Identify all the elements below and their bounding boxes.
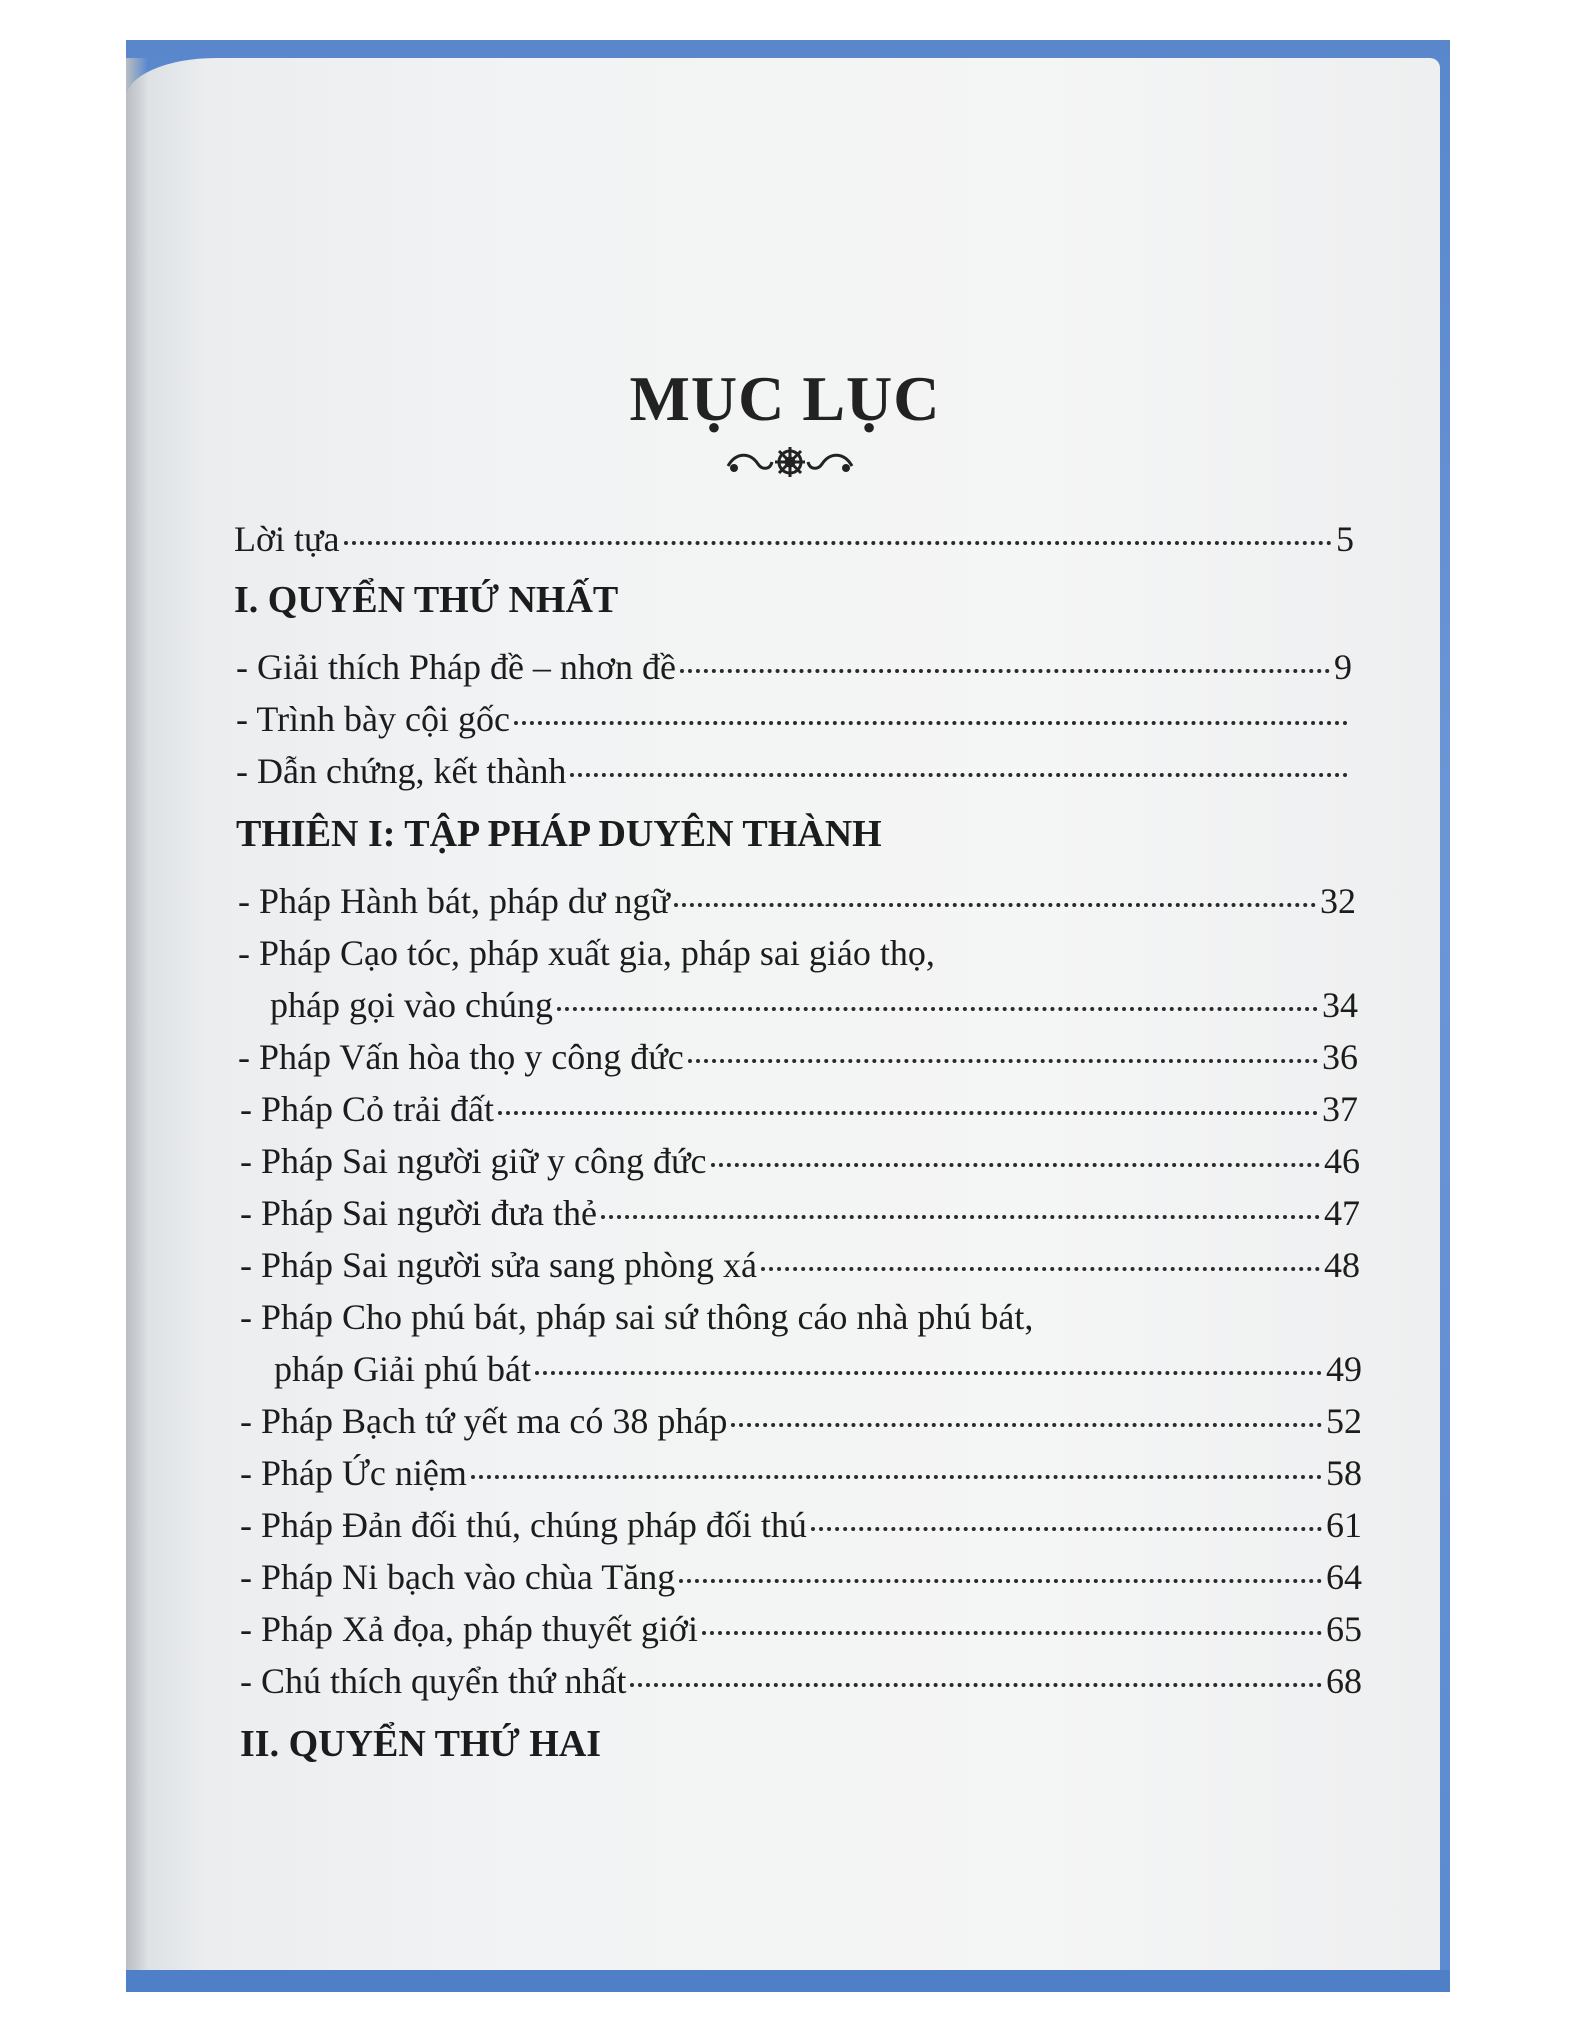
- toc-entry[interactable]: [274, 1348, 1362, 1390]
- dot-leader: [601, 1211, 1320, 1219]
- toc-entry[interactable]: [238, 880, 1356, 922]
- toc-entry[interactable]: [240, 1504, 1362, 1546]
- toc-page-number: 5: [1336, 519, 1354, 559]
- toc-entry-label: - Pháp Hành bát, pháp dư ngữ: [238, 881, 670, 921]
- toc-entry-label: - Pháp Cỏ trải đất: [240, 1089, 494, 1129]
- toc-page-number: 61: [1326, 1505, 1362, 1545]
- toc-entry-label: - Chú thích quyển thứ nhất: [240, 1661, 627, 1701]
- toc-page-number: 47: [1324, 1193, 1360, 1233]
- toc-entry[interactable]: [270, 984, 1358, 1026]
- toc-entry[interactable]: [240, 1244, 1360, 1286]
- toc-page-number: 49: [1326, 1349, 1362, 1389]
- dot-leader: [674, 899, 1316, 907]
- toc-entry[interactable]: [240, 1400, 1362, 1442]
- dot-leader: [344, 537, 1332, 545]
- toc-entry-label: - Pháp Sai người sửa sang phòng xá: [240, 1245, 758, 1285]
- toc-entry-label: Lời tựa: [234, 519, 340, 559]
- dot-leader: [680, 665, 1330, 673]
- toc-entry-label: - Trình bày cội gốc: [236, 699, 510, 739]
- toc-entry[interactable]: [240, 1556, 1362, 1598]
- dot-leader: [688, 1055, 1318, 1063]
- toc-page-number: 34: [1322, 985, 1358, 1025]
- section-heading-volume-1: I. QUYỂN THỨ NHẤT: [234, 579, 619, 621]
- dot-leader: [702, 1627, 1322, 1635]
- dot-leader: [557, 1003, 1318, 1011]
- toc-entry-first-line: - Pháp Cạo tóc, pháp xuất gia, pháp sai giáo thọ,: [238, 933, 935, 973]
- dot-leader: [679, 1575, 1322, 1583]
- page-title: MỤC LỤC: [629, 363, 941, 434]
- dot-leader: [630, 1679, 1322, 1687]
- toc-page-number: 64: [1326, 1557, 1362, 1597]
- toc-entry-label: - Pháp Xả đọa, pháp thuyết giới: [240, 1609, 698, 1649]
- toc-entry-label: - Pháp Ức niệm: [240, 1453, 467, 1493]
- toc-entry-label: - Pháp Đản đối thú, chúng pháp đối thú: [240, 1505, 807, 1545]
- toc-entry-label: - Dẫn chứng, kết thành: [236, 751, 567, 791]
- toc-entry[interactable]: [240, 1140, 1360, 1182]
- dot-leader: [761, 1263, 1320, 1271]
- toc-entry-preface[interactable]: [234, 518, 1354, 560]
- section-heading-volume-2: II. QUYỂN THỨ HAI: [240, 1723, 602, 1765]
- toc-page-number: 58: [1326, 1453, 1362, 1493]
- toc-page-number: 32: [1320, 881, 1356, 921]
- toc-page-number: 68: [1326, 1661, 1362, 1701]
- toc-entry-label: pháp gọi vào chúng: [270, 985, 553, 1025]
- toc-page-number: 52: [1326, 1401, 1362, 1441]
- toc-entry-label: - Pháp Vấn hòa thọ y công đức: [238, 1037, 684, 1077]
- dot-leader: [811, 1523, 1322, 1531]
- toc-page-number: 46: [1324, 1141, 1360, 1181]
- toc-page-number: 65: [1326, 1609, 1362, 1649]
- dot-leader: [498, 1107, 1318, 1115]
- toc-entry[interactable]: [240, 1660, 1362, 1702]
- toc-entry-label: - Giải thích Pháp đề – nhơn đề: [236, 647, 676, 687]
- toc-entry[interactable]: [240, 1608, 1362, 1650]
- toc-entry[interactable]: [238, 1036, 1358, 1078]
- toc-page-number: 37: [1322, 1089, 1358, 1129]
- toc-entry-label: pháp Giải phú bát: [274, 1349, 531, 1389]
- toc-entry[interactable]: [240, 1192, 1360, 1234]
- toc-entry[interactable]: [240, 1452, 1362, 1494]
- toc-page-number: 48: [1324, 1245, 1360, 1285]
- dot-leader: [535, 1367, 1322, 1375]
- ornament-wheel-icon: [720, 442, 860, 482]
- toc-entry-label: - Pháp Sai người đưa thẻ: [240, 1193, 598, 1233]
- page-spine-shadow: [126, 58, 148, 1983]
- toc-entry-label: - Pháp Sai người giữ y công đức: [240, 1141, 707, 1181]
- dot-leader: [711, 1159, 1320, 1167]
- chapter-heading-1: THIÊN I: TẬP PHÁP DUYÊN THÀNH: [236, 813, 882, 855]
- backdrop-bottom-strip: [126, 1970, 1450, 1992]
- dot-leader: [471, 1471, 1322, 1479]
- toc-entry[interactable]: [240, 1088, 1358, 1130]
- toc-entry[interactable]: [236, 698, 1352, 740]
- toc-entry-label: - Pháp Bạch tứ yết ma có 38 pháp: [240, 1401, 728, 1441]
- toc-entry[interactable]: [236, 750, 1352, 792]
- toc-page-number: 36: [1322, 1037, 1358, 1077]
- toc-entry-first-line: - Pháp Cho phú bát, pháp sai sứ thông cáo nhà phú bát,: [240, 1297, 1034, 1337]
- dot-leader: [731, 1419, 1322, 1427]
- dot-leader: [570, 769, 1348, 777]
- toc-page-number: 9: [1334, 647, 1352, 687]
- toc-entry[interactable]: [236, 646, 1352, 688]
- dot-leader: [514, 717, 1348, 725]
- toc-entry-label: - Pháp Ni bạch vào chùa Tăng: [240, 1557, 676, 1597]
